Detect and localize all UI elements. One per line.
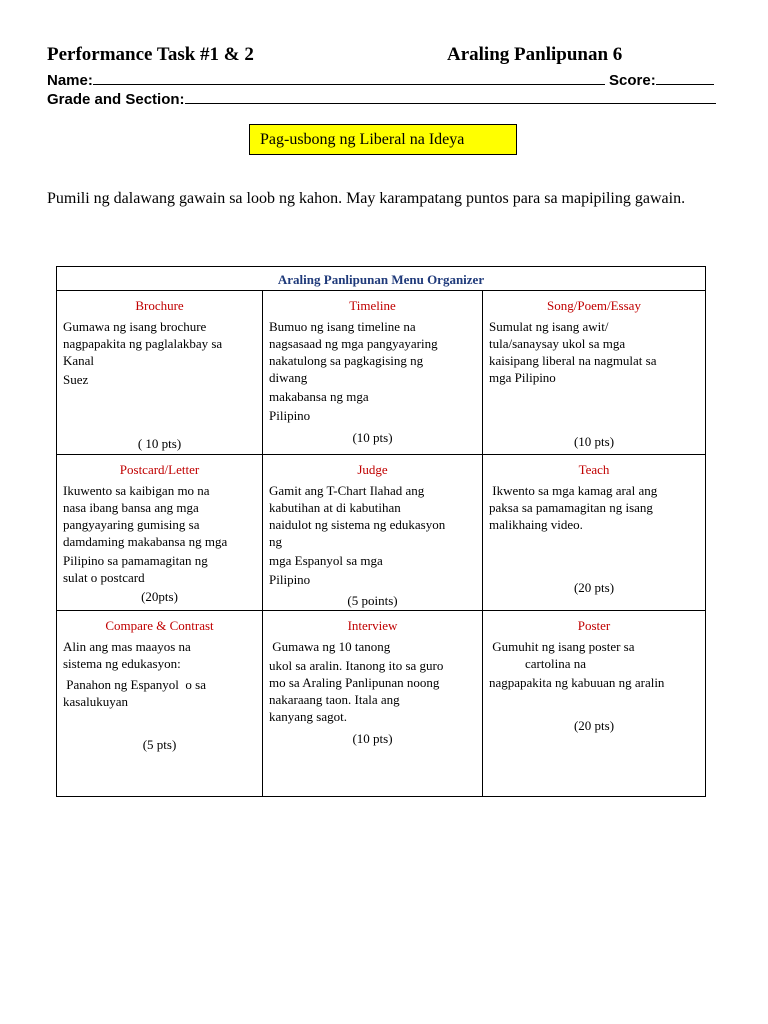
subject-title: Araling Panlipunan 6 <box>447 44 623 65</box>
points-label: (20 pts) <box>573 718 615 733</box>
description-line: ng <box>269 534 282 549</box>
cell-title: Judge <box>357 462 388 477</box>
cell-description <box>63 482 258 586</box>
grade-label: Grade and Section: <box>47 91 185 108</box>
cell-interview <box>263 611 482 797</box>
cell-postcard-letter <box>57 455 262 610</box>
description-line: Gamit ang T-Chart Ilahad ang <box>269 483 425 498</box>
description-line: damdaming makabansa ng mga <box>63 534 228 549</box>
description-line: mga Espanyol sa mga <box>269 553 383 568</box>
cell-timeline <box>263 291 482 454</box>
description-line: paksa sa pamamagitan ng isang <box>489 500 653 515</box>
name-blank[interactable] <box>93 70 605 85</box>
cell-compare-contrast <box>57 611 262 797</box>
description-line: ukol sa aralin. Itanong ito sa guro <box>269 658 444 673</box>
description-line: Sumulat ng isang awit/ <box>489 319 609 334</box>
document-header <box>47 44 727 70</box>
description-line: Gumuhit ng isang poster sa <box>489 639 635 654</box>
grade-blank[interactable] <box>185 89 716 104</box>
cell-description <box>63 318 258 388</box>
description-line: mo sa Araling Panlipunan noong <box>269 675 440 690</box>
cell-brochure <box>57 291 262 454</box>
cell-title: Interview <box>347 618 398 633</box>
name-score-row <box>47 70 714 89</box>
cell-description <box>269 318 478 424</box>
description-line: Pilipino <box>269 408 311 423</box>
organizer-title: Araling Panlipunan Menu Organizer <box>57 267 705 291</box>
description-line: kaisipang liberal na nagmulat sa <box>489 353 657 368</box>
score-blank[interactable] <box>656 70 714 85</box>
description-line: Bumuo ng isang timeline na <box>269 319 416 334</box>
description-line: nagpapakita ng kabuuan ng aralin <box>489 675 665 690</box>
description-line: pangyayaring gumising sa <box>63 517 200 532</box>
description-line: kanyang sagot. <box>269 709 347 724</box>
description-line: nagsasaad ng mga pangyayaring <box>269 336 438 351</box>
cell-teach <box>483 455 705 610</box>
points-label: (20pts) <box>141 589 178 604</box>
description-line: sulat o postcard <box>63 570 145 585</box>
points-label: (5 pts) <box>142 737 177 752</box>
cell-description <box>489 638 701 691</box>
description-line: Gumawa ng isang brochure <box>63 319 207 334</box>
points-label: (10 pts) <box>573 434 615 449</box>
description-line: Panahon ng Espanyol o sa <box>63 677 206 692</box>
description-line: kasalukuyan <box>63 694 128 709</box>
points-label: (5 points) <box>347 593 398 608</box>
points-label: (20 pts) <box>573 580 615 595</box>
description-line: cartolina na <box>525 656 586 671</box>
cell-judge <box>263 455 482 610</box>
description-line: Pilipino sa pamamagitan ng <box>63 553 208 568</box>
description-line: tula/sanaysay ukol sa mga <box>489 336 626 351</box>
task-title: Performance Task #1 & 2 <box>47 44 254 65</box>
cell-poster <box>483 611 705 797</box>
cell-description <box>63 638 258 710</box>
cell-description <box>489 482 701 533</box>
description-line: malikhaing video. <box>489 517 583 532</box>
description-line: Ikuwento sa kaibigan mo na <box>63 483 210 498</box>
cell-title: Song/Poem/Essay <box>547 298 641 313</box>
points-label: ( 10 pts) <box>137 436 182 451</box>
instructions: Pumili ng dalawang gawain sa loob ng kahon. May karampatang puntos para sa mapipiling gawain. <box>47 190 686 207</box>
description-line: Kanal <box>63 353 95 368</box>
description-line: nakaraang taon. Itala ang <box>269 692 400 707</box>
description-line: makabansa ng mga <box>269 389 369 404</box>
points-label: (10 pts) <box>352 731 393 746</box>
description-line: diwang <box>269 370 308 385</box>
description-line: Ikwento sa mga kamag aral ang <box>489 483 658 498</box>
points-label: (10 pts) <box>352 430 393 445</box>
name-label: Name: <box>47 72 93 89</box>
cell-title: Compare & Contrast <box>105 618 214 633</box>
cell-song-poem-essay <box>483 291 705 454</box>
description-line: Pilipino <box>269 572 311 587</box>
description-line: sistema ng edukasyon: <box>63 656 181 671</box>
cell-title: Brochure <box>135 298 184 313</box>
score-label: Score: <box>609 72 656 89</box>
description-line: mga Pilipino <box>489 370 556 385</box>
cell-title: Postcard/Letter <box>119 462 200 477</box>
description-line: kabutihan at di kabutihan <box>269 500 401 515</box>
menu-organizer <box>56 266 706 797</box>
description-line: nakatulong sa pagkagising ng <box>269 353 424 368</box>
cell-description <box>269 638 478 725</box>
description-line: Alin ang mas maayos na <box>63 639 191 654</box>
description-line: Suez <box>63 372 89 387</box>
cell-title: Timeline <box>349 298 396 313</box>
cell-title: Teach <box>578 462 610 477</box>
cell-title: Poster <box>577 618 611 633</box>
topic-box: Pag-usbong ng Liberal na Ideya <box>249 124 517 155</box>
description-line: nagpapakita ng paglalakbay sa <box>63 336 223 351</box>
cell-description <box>489 318 701 386</box>
description-line: naidulot ng sistema ng edukasyon <box>269 517 446 532</box>
cell-description <box>269 482 478 588</box>
grade-row <box>47 89 716 108</box>
description-line: nasa ibang bansa ang mga <box>63 500 199 515</box>
description-line: Gumawa ng 10 tanong <box>269 639 391 654</box>
